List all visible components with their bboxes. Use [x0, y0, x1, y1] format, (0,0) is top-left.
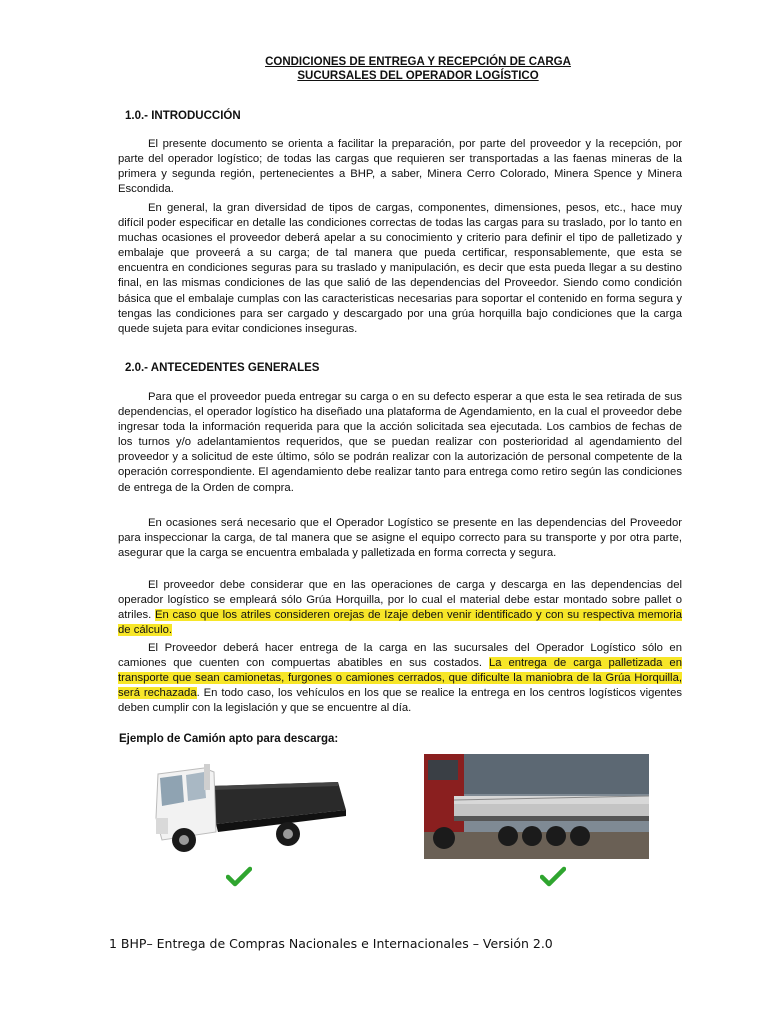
sec2-paragraph-3: El proveedor debe considerar que en las operaciones de carga y descarga en las dependencias del operador logístico se empleará sólo Grúa Horquilla, por lo cual el material debe estar montado sobre pallet o atriles. En caso que los atriles consideren orejas de Izaje deben venir identificado y con su respectiva memoria de cálculo. [118, 579, 682, 637]
sec2-paragraph-4: El Proveedor deberá hacer entrega de la carga en las sucursales del Operador Logístico sólo en camiones que cuenten con compuertas abatibles en sus costados. La entrega de carga palletizada en transporte que sean camionetas, furgones o camiones cerrados, que dificulte la maniobra de la Grúa Horquilla, será rechazada. En todo caso, los vehículos en los que se realice la entrega en los centros logísticos vigentes deben cumplir con la legislación y que se encuentre al día. [118, 642, 682, 715]
checkmark-icon [540, 866, 566, 888]
page-footer: 1 BHP– Entrega de Compras Nacionales e Internacionales – Versión 2.0 [109, 936, 553, 951]
section-2-heading: 2.0.- ANTECEDENTES GENERALES [125, 362, 320, 374]
section-1-heading: 1.0.- INTRODUCCIÓN [125, 110, 241, 122]
example-caption: Ejemplo de Camión apto para descarga: [119, 733, 339, 745]
highlighted-text-rechazada: La entrega de carga palletizada en transporte que sean camionetas, furgones o camiones cerrados, que dificulte la maniobra de la Grúa Horquilla, será rechazada [118, 657, 682, 700]
flatbed-truck-image [148, 758, 348, 858]
document-title-line1: CONDICIONES DE ENTREGA Y RECEPCIÓN DE CARGA [265, 56, 571, 68]
flatbed-trailer-image [424, 754, 649, 859]
highlighted-text-izaje: En caso que los atriles consideren orejas de Izaje deben venir identificado y con su respectiva memoria de cálculo. [118, 609, 682, 637]
sec1-paragraph-2: En general, la gran diversidad de tipos de cargas, componentes, dimensiones, pesos, etc., hace muy difícil poder especificar en detalle las condiciones correctas de todas las cargas para su traslado, por lo tanto en muchas ocasiones el proveedor deberá apelar a su conocimiento y criterio para definir el tipo de palletizado y embalaje que proveerá a su carga; de tal manera que pueda certificar, responsablemente, que esta se encuentra en condiciones seguras para su traslado y manipulación, es decir que esta pueda llegar a su destino final, en las mismas condiciones de las que salió de las dependencias del Proveedor. Siendo como condición básica que el embalaje cumplas con las caracteristicas necesarias para soportar el contenido en forma segura y tengas las condiciones para ser cargado y descargado por una grúa horquilla bajo condiciones que la carga quede sujeta para evitar condiciones inseguras. [118, 202, 682, 335]
sec2-paragraph-2: En ocasiones será necesario que el Operador Logístico se presente en las dependencias del Proveedor para inspeccionar la carga, de tal manera que se asigne el equipo correcto para su transporte y por otra parte, asegurar que la carga se encuentra embalada y palletizada en forma correcta y segura. [118, 517, 682, 560]
document-title-line2: SUCURSALES DEL OPERADOR LOGÍSTICO [297, 70, 539, 82]
checkmark-icon [226, 866, 252, 888]
sec1-paragraph-1: El presente documento se orienta a facilitar la preparación, por parte del proveedor y la recepción, por parte del operador logístico; de todas las cargas que requieren ser transportadas a las faenas mineras de la primera y segunda región, pertenecientes a BHP, a saber, Minera Cerro Colorado, Minera Spence y Minera Escondida. [118, 138, 682, 196]
sec2-paragraph-1: Para que el proveedor pueda entregar su carga o en su defecto esperar a que esta le sea retirada de sus dependencias, el operador logístico ha diseñado una plataforma de Agendamiento, en la cual el proveedor debe ingresar toda la información requerida para que la acción solicitada sea ejecutada. Los cambios de fechas de los turnos y/o adelantamientos requeridos, que se puedan realizar con posterioridad al agendamiento del proveedor y a solicitud de este último, sólo se podrán realizar con la autorización de personal competente de la operación correspondiente. El agendamiento debe realizar tanto para entrega como retiro según las condiciones de entrega de la Orden de compra. [118, 391, 682, 494]
